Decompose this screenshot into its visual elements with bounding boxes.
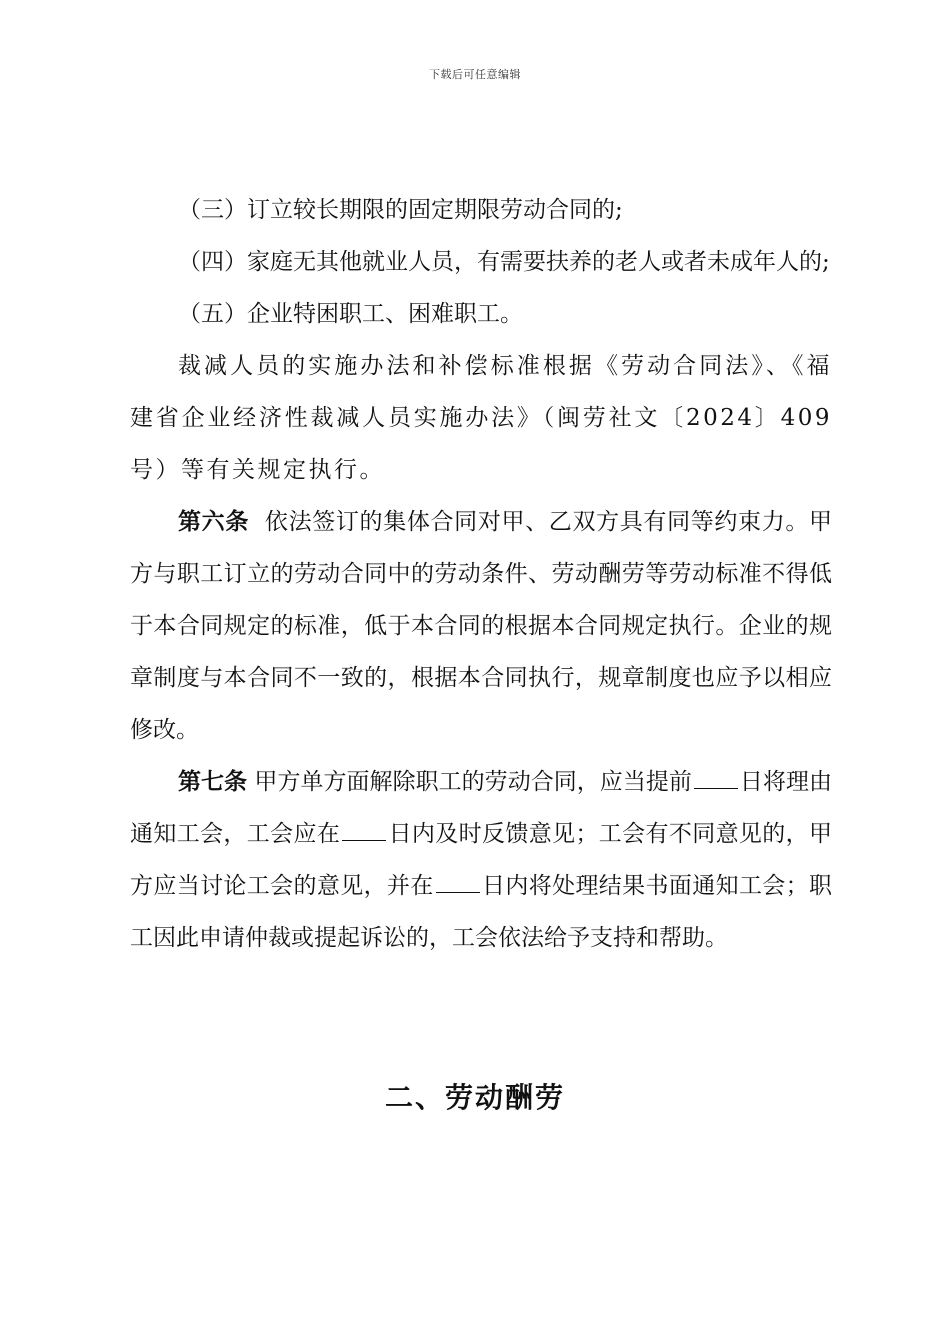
article-6-text: 依法签订的集体合同对甲、乙双方具有同等约束力。甲方与职工订立的劳动合同中的劳动条件、劳动酬劳等劳动标准不得低于本合同规定的标准，低于本合同的根据本合同规定执行。企业的规章制度与本合同不一致的，根据本合同执行，规章制度也应予以相应修改。	[130, 509, 832, 743]
document-body	[130, 184, 832, 964]
article-7-label: 第七条	[178, 768, 248, 795]
page-header-note: 下载后可任意编辑	[429, 68, 521, 81]
result-days-blank	[436, 870, 480, 893]
article-6-label: 第六条	[178, 508, 249, 535]
clause-item-4: （四）家庭无其他就业人员，有需要扶养的老人或者未成年人的;	[178, 249, 830, 275]
clause-item-3: （三）订立较长期限的固定期限劳动合同的;	[178, 197, 623, 223]
article-7-text-2: 日将理由通知工会，工会应在	[130, 769, 833, 847]
article-7-text-4: 日内将处理结果书面通知工会；职工因此申请仲裁或提起诉讼的，工会依法给予支持和帮助。	[130, 873, 833, 951]
article-7-text-3: 日内及时反馈意见；工会有不同意见的，甲方应当讨论工会的意见，并在	[130, 821, 833, 899]
article-7-text-1: 甲方单方面解除职工的劳动合同，应当提前	[254, 769, 692, 795]
article-7-paragraph	[130, 756, 832, 964]
notice-days-blank	[694, 766, 738, 789]
feedback-days-blank	[342, 818, 386, 841]
article-6-paragraph	[130, 496, 832, 756]
section-title: 二、劳动酬劳	[384, 1081, 565, 1114]
layoff-rules-paragraph: 裁减人员的实施办法和补偿标准根据《劳动合同法》、《福建省企业经济性裁减人员实施办法》（闽劳社文〔2024〕409号）等有关规定执行。	[130, 353, 832, 483]
clause-item-5: （五）企业特困职工、困难职工。	[178, 301, 523, 327]
